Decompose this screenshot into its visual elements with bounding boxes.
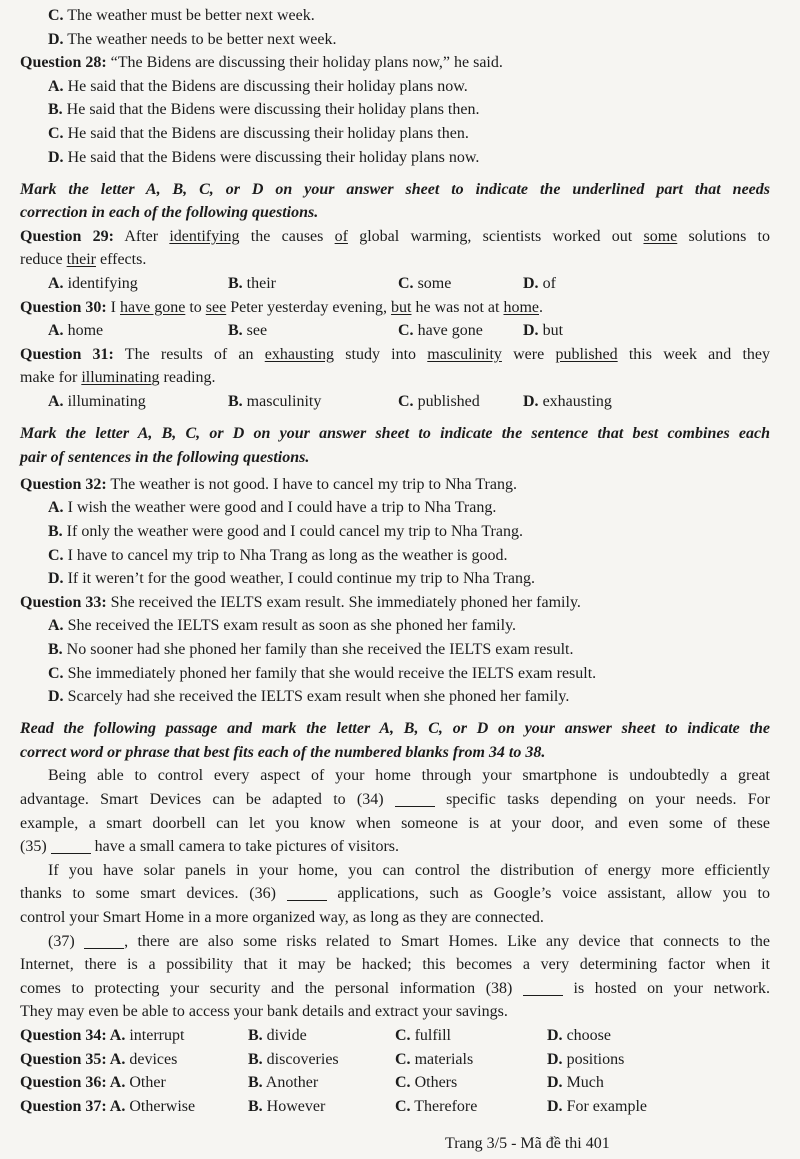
question-29-line-1: Question 29: After identifying the causes of global warming, scientists worked out some solutions to	[20, 227, 770, 245]
question-34-option-c: C. fulfill	[395, 1026, 451, 1044]
question-29-option-b: B. their	[228, 275, 276, 293]
question-34-option-b: B. divide	[248, 1026, 307, 1044]
question-31-option-a: A. illuminating	[48, 393, 146, 410]
passage-para-3-line-1: (37) , there are also some risks related to Smart Homes. Like any device that connects to the	[48, 932, 770, 950]
question-36-option-b: B. Another	[248, 1074, 319, 1092]
prev-question-option-d: D. The weather needs to be better next week.	[48, 30, 337, 48]
passage-para-3-line-3: comes to protecting your security and the personal information (38) is hosted on your network.	[20, 979, 771, 997]
question-33-stem: Question 33: She received the IELTS exam result. She immediately phoned her family.	[20, 593, 581, 611]
question-36-option-d: D. Much	[547, 1074, 604, 1092]
question-36-option-c: C. Others	[395, 1074, 458, 1092]
question-29-options-row	[20, 272, 770, 296]
question-31-option-d: D. exhausting	[523, 393, 612, 410]
question-37-option-d: D. For example	[547, 1097, 647, 1115]
question-30-option-d: D. but	[523, 322, 564, 340]
question-33-option-b: B. No sooner had she phoned her family than she received the IELTS exam result.	[48, 640, 574, 658]
question-35-option-d: D. positions	[547, 1050, 625, 1068]
question-28-option-b: B. He said that the Bidens were discussing their holiday plans then.	[48, 101, 480, 119]
question-30-stem: Question 30: I have gone to see Peter yesterday evening, but he was not at home.	[20, 298, 544, 316]
instruction-error-correction-line-2: correction in each of the following questions.	[20, 204, 319, 222]
question-36-row	[20, 1071, 770, 1095]
passage-para-2-line-3: control your Smart Home in a more organized way, as long as they are connected.	[20, 908, 544, 926]
instruction-cloze-passage-line-1: Read the following passage and mark the letter A, B, C, or D on your answer sheet to indicate the	[20, 720, 770, 738]
passage-para-2-line-1: If you have solar panels in your home, you can control the distribution of energy more efficiently	[48, 861, 770, 879]
question-29-option-a: A. identifying	[48, 275, 138, 293]
question-36-option-a: Question 36: A. Other	[20, 1074, 166, 1092]
passage-para-1-line-1: Being able to control every aspect of your home through your smartphone is undoubtedly a great	[48, 767, 770, 785]
question-33-option-a: A. She received the IELTS exam result as soon as she phoned her family.	[48, 617, 517, 635]
question-28-option-c: C. He said that the Bidens are discussing their holiday plans then.	[48, 124, 469, 142]
passage-para-2-line-2: thanks to some smart devices. (36) applications, such as Google’s voice assistant, allow you to	[20, 885, 771, 903]
question-37-option-a: Question 37: A. Otherwise	[20, 1097, 196, 1115]
question-32-option-d: D. If it weren’t for the good weather, I could continue my trip to Nha Trang.	[48, 570, 535, 588]
question-33-option-c: C. She immediately phoned her family that she would receive the IELTS exam result.	[48, 664, 597, 682]
question-37-option-c: C. Therefore	[395, 1097, 478, 1115]
instruction-error-correction-line-1: Mark the letter A, B, C, or D on your answer sheet to indicate the underlined part that needs	[20, 180, 770, 198]
question-31-option-b: B. masculinity	[228, 393, 322, 410]
page-footer: Trang 3/5 - Mã đề thi 401	[445, 1135, 610, 1153]
question-34-option-d: D. choose	[547, 1026, 611, 1044]
instruction-sentence-combination-line-2: pair of sentences in the following questions.	[20, 448, 310, 466]
passage-para-1-line-3: example, a smart doorbell can let you know when someone is at your door, and even some of these	[20, 814, 770, 832]
question-28-option-d: D. He said that the Bidens were discussing their holiday plans now.	[48, 148, 480, 166]
prev-question-option-c: C. The weather must be better next week.	[48, 7, 315, 24]
passage-para-1-line-2: advantage. Smart Devices can be adapted to (34) specific tasks depending on your needs. For	[20, 791, 770, 808]
question-33-option-d: D. Scarcely had she received the IELTS exam result when she phoned her family.	[48, 688, 570, 706]
question-35-option-a: Question 35: A. devices	[20, 1050, 178, 1068]
question-32-stem: Question 32: The weather is not good. I have to cancel my trip to Nha Trang.	[20, 475, 517, 493]
question-28-stem: Question 28: “The Bidens are discussing their holiday plans now,” he said.	[20, 54, 503, 72]
question-30-option-b: B. see	[228, 322, 268, 340]
instruction-sentence-combination-line-1: Mark the letter A, B, C, or D on your answer sheet to indicate the sentence that best combines each	[20, 425, 770, 443]
passage-para-3-line-2: Internet, there is a possibility that it may be hacked; this becomes a very determining factor when it	[20, 956, 770, 974]
question-29-line-2: reduce their effects.	[20, 251, 147, 269]
question-34-row	[20, 1024, 770, 1048]
question-35-row	[20, 1048, 770, 1072]
question-30-option-a: A. home	[48, 322, 104, 340]
passage-para-1-line-4: (35) have a small camera to take pictures of visitors.	[20, 838, 399, 856]
question-32-option-a: A. I wish the weather were good and I could have a trip to Nha Trang.	[48, 499, 497, 517]
question-28-option-a: A. He said that the Bidens are discussing their holiday plans now.	[48, 77, 468, 95]
question-31-line-1: Question 31: The results of an exhausting study into masculinity were published this week and they	[20, 345, 771, 363]
question-30-option-c: C. have gone	[398, 322, 483, 340]
instruction-cloze-passage-line-2: correct word or phrase that best fits each of the numbered blanks from 34 to 38.	[20, 743, 546, 761]
question-37-option-b: B. However	[248, 1097, 326, 1115]
question-35-option-c: C. materials	[395, 1050, 474, 1068]
question-35-option-b: B. discoveries	[248, 1050, 339, 1068]
passage-para-3-line-4: They may even be able to access your bank details and extract your savings.	[20, 1003, 508, 1021]
question-31-options-row	[20, 390, 770, 414]
question-29-option-d: D. of	[523, 275, 556, 293]
question-30-options-row	[20, 319, 770, 343]
question-37-row	[20, 1095, 770, 1119]
question-32-option-c: C. I have to cancel my trip to Nha Trang as long as the weather is good.	[48, 546, 508, 564]
question-34-option-a: Question 34: A. interrupt	[20, 1026, 185, 1044]
question-31-line-2: make for illuminating reading.	[20, 369, 216, 387]
question-31-option-c: C. published	[398, 393, 480, 410]
question-29-option-c: C. some	[398, 275, 452, 293]
question-32-option-b: B. If only the weather were good and I could cancel my trip to Nha Trang.	[48, 522, 523, 540]
